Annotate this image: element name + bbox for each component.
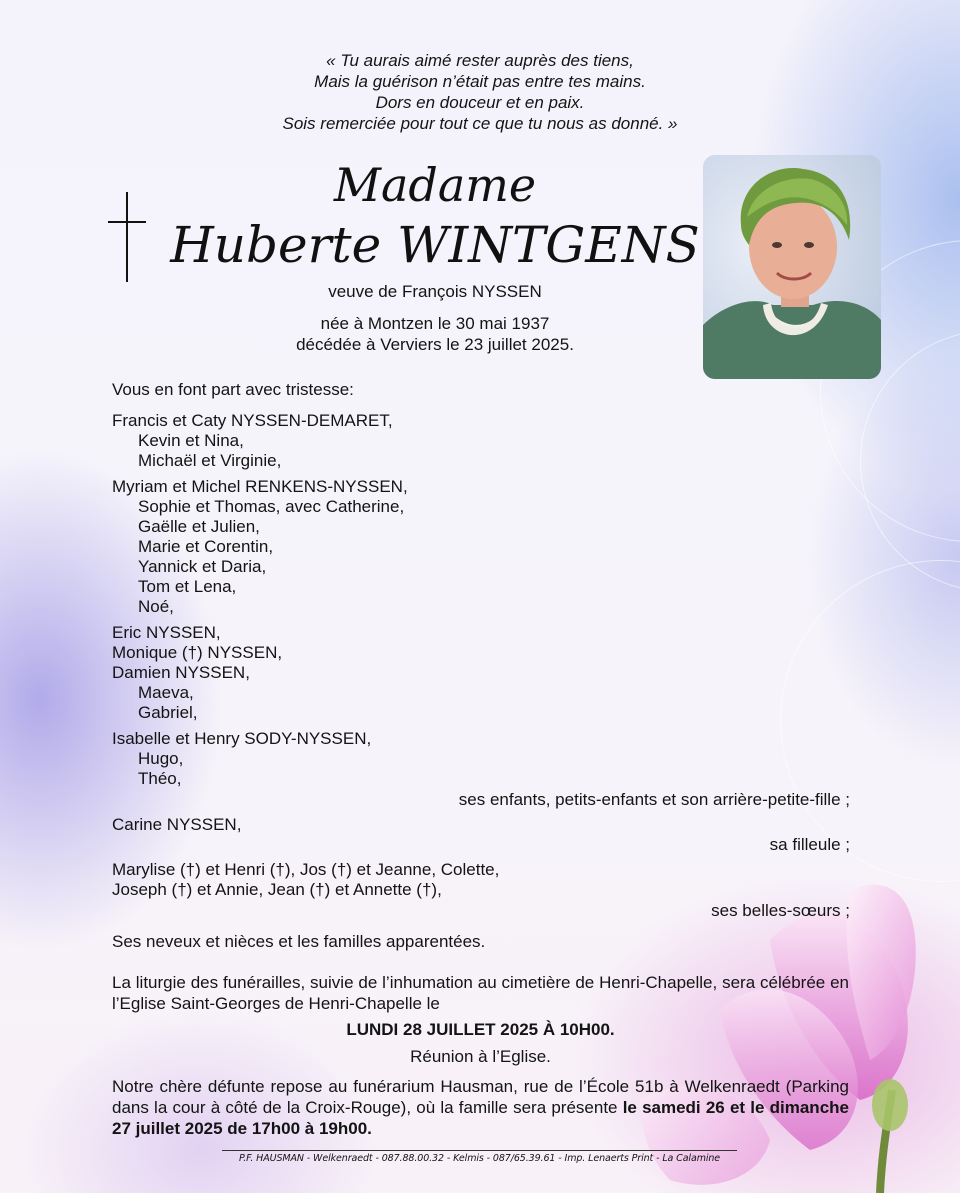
family-member: Francis et Caty NYSSEN-DEMARET,	[112, 411, 393, 430]
deceased-name: Huberte WINTGENS	[170, 216, 700, 274]
family-member: Monique (†) NYSSEN,	[112, 643, 283, 662]
funeral-date: LUNDI 28 JUILLET 2025 À 10H00.	[346, 1020, 615, 1039]
goddaughter-label: sa filleule ;	[769, 835, 850, 854]
family-member: Kevin et Nina,	[138, 431, 244, 450]
family-member: Gaëlle et Julien,	[138, 517, 260, 536]
title-salutation: Madame	[333, 158, 537, 212]
family-member: Marie et Corentin,	[138, 537, 274, 556]
family-member: Maeva,	[138, 683, 194, 702]
death-info: décédée à Verviers le 23 juillet 2025.	[296, 335, 574, 354]
inlaw-line: Marylise (†) et Henri (†), Jos (†) et Jeanne, Colette,	[112, 860, 500, 879]
deceased-portrait	[703, 155, 881, 379]
children-label: ses enfants, petits-enfants et son arrière-petite-fille ;	[458, 790, 850, 809]
family-member: Gabriel,	[138, 703, 198, 722]
family-member: Myriam et Michel RENKENS-NYSSEN,	[112, 477, 408, 496]
family-member: Isabelle et Henry SODY-NYSSEN,	[112, 729, 372, 748]
meeting-place: Réunion à l’Eglise.	[410, 1047, 551, 1066]
family-member: Noé,	[138, 597, 174, 616]
inlaws-label: ses belles-sœurs ;	[711, 901, 850, 920]
family-member: Eric NYSSEN,	[112, 623, 221, 642]
visitation-info	[112, 1076, 849, 1139]
family-member: Michaël et Virginie,	[138, 451, 282, 470]
family-member: Hugo,	[138, 749, 184, 768]
visitation-times: le samedi 26 et le dimanche 27 juillet 2025 de 17h00 à 19h00.	[112, 1098, 849, 1138]
visitation-text: Notre chère défunte repose au funérarium Hausman, rue de l’École 51b à Welkenraedt (Parking dans la cour à côté de la Croix-Rouge), où la famille sera présente	[112, 1077, 849, 1117]
quote-line: Mais la guérison n’était pas entre tes mains.	[314, 72, 646, 91]
family-member: Tom et Lena,	[138, 577, 237, 596]
funeral-home-footer: P.F. HAUSMAN - Welkenraedt - 087.88.00.32 - Kelmis - 087/65.39.61 - Imp. Lenaerts Print - La Calamine	[222, 1150, 737, 1164]
family-member: Théo,	[138, 769, 182, 788]
decorative-arc	[780, 560, 960, 882]
family-member: Damien NYSSEN,	[112, 663, 250, 682]
inlaw-line: Joseph (†) et Annie, Jean (†) et Annette (†),	[112, 880, 442, 899]
birth-info: née à Montzen le 30 mai 1937	[320, 314, 550, 333]
quote-line: « Tu aurais aimé rester auprès des tiens,	[326, 51, 634, 70]
funeral-announcement: La liturgie des funérailles, suivie de l’inhumation au cimetière de Henri-Chapelle, sera célébrée en l’Eglise Saint-Georges de Henri-Chapelle le	[112, 973, 849, 1013]
announcement-intro: Vous en font part avec tristesse:	[112, 380, 354, 399]
widow-of: veuve de François NYSSEN	[328, 282, 542, 301]
goddaughter-name: Carine NYSSEN,	[112, 815, 242, 834]
family-member: Sophie et Thomas, avec Catherine,	[138, 497, 405, 516]
family-member: Yannick et Daria,	[138, 557, 267, 576]
nephews-line: Ses neveux et nièces et les familles apparentées.	[112, 932, 486, 951]
cross-icon	[106, 190, 148, 284]
quote-line: Dors en douceur et en paix.	[375, 93, 585, 112]
quote-line: Sois remerciée pour tout ce que tu nous as donné. »	[282, 114, 678, 133]
